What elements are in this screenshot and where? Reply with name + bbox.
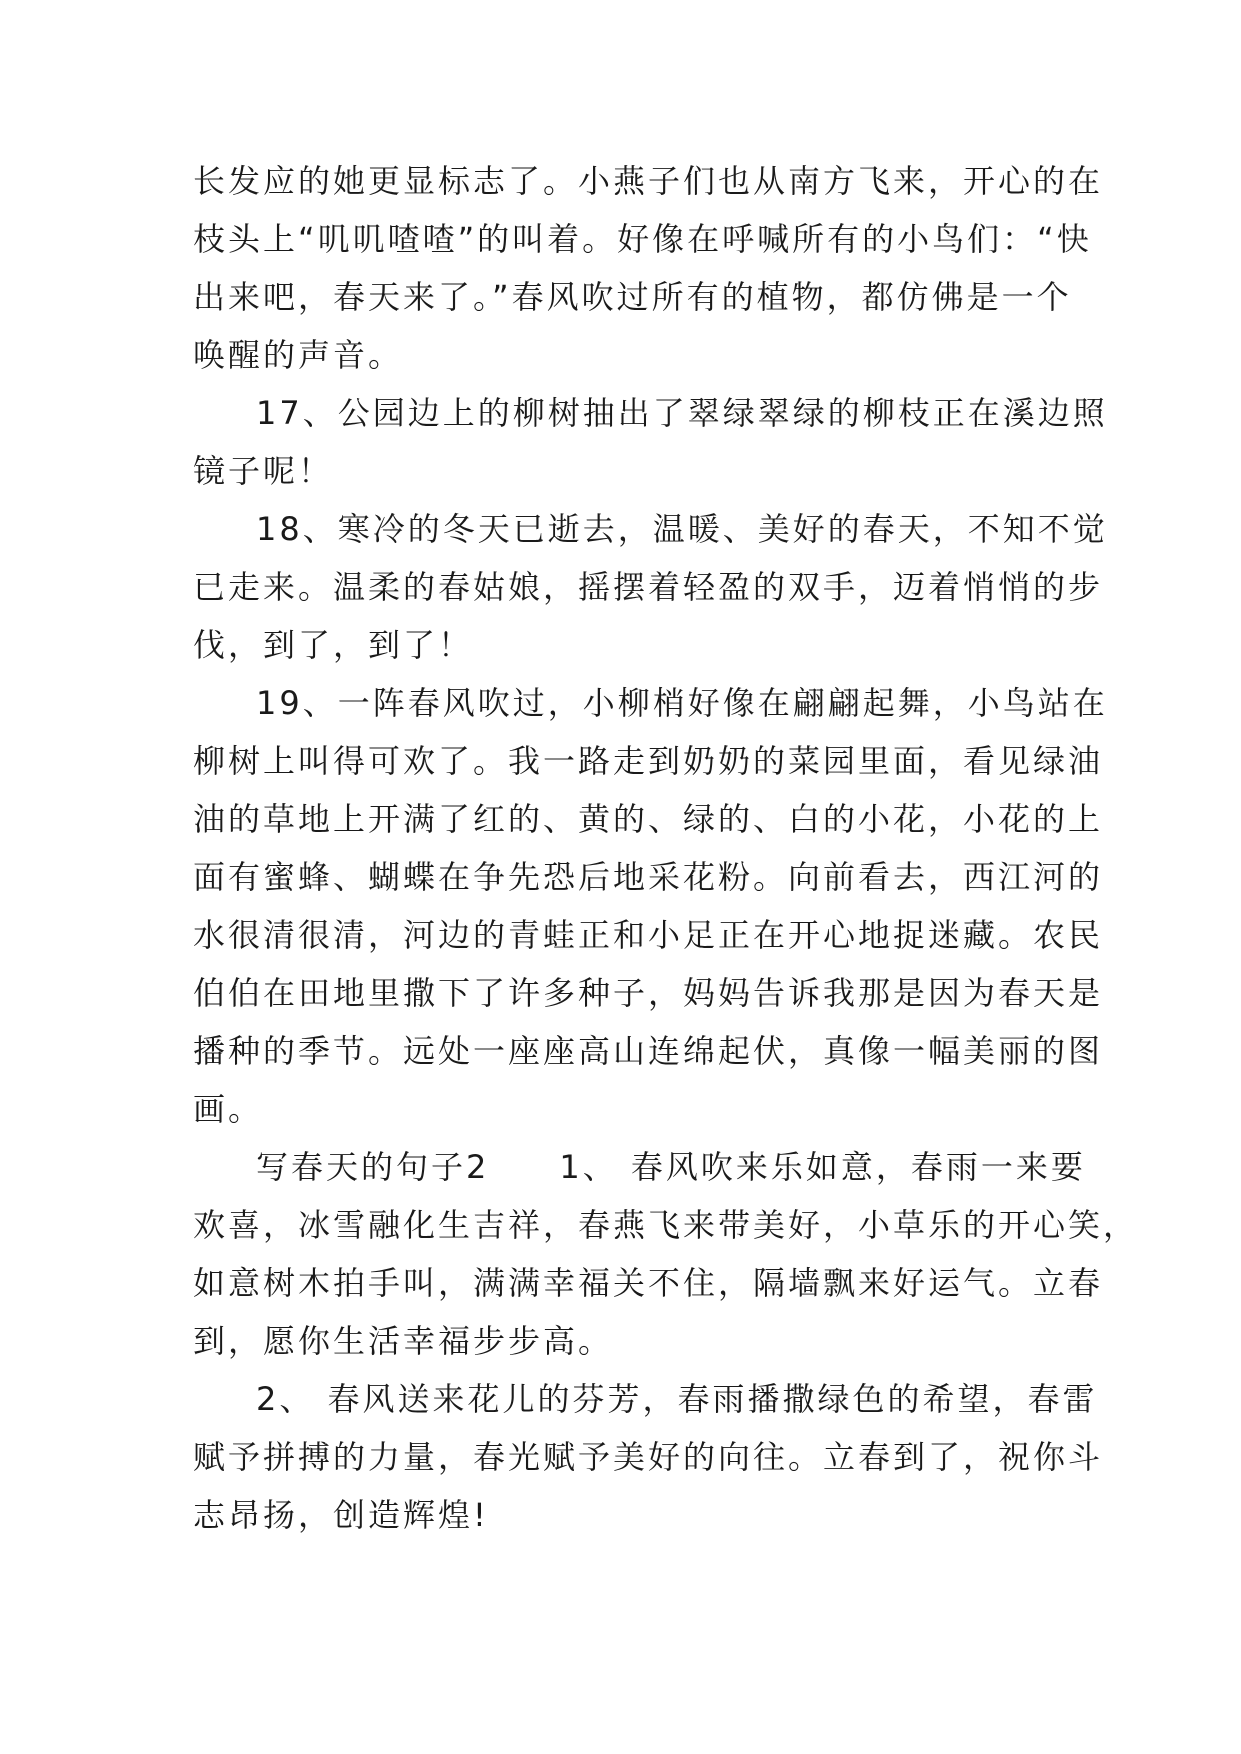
text-line: 唤醒的声音。 — [193, 336, 404, 374]
text-line: 柳树上叫得可欢了。我一路走到奶奶的菜园里面，看见绿油 — [193, 742, 1104, 780]
text-line: 已走来。温柔的春姑娘，摇摆着轻盈的双手，迈着悄悄的步 — [193, 568, 1104, 606]
text-line: 油的草地上开满了红的、黄的、绿的、白的小花，小花的上 — [193, 800, 1104, 838]
text-line: 如意树木拍手叫，满满幸福关不住，隔墙飘来好运气。立春 — [193, 1264, 1104, 1302]
text-line: 欢喜，冰雪融化生吉祥，春燕飞来带美好，小草乐的开心笑， — [193, 1206, 1139, 1244]
paragraph-19-start: 19、一阵春风吹过，小柳梢好像在翩翩起舞，小鸟站在 — [256, 684, 1108, 722]
text-line: 伐，到了，到了！ — [193, 626, 474, 664]
text-line: 到，愿你生活幸福步步高。 — [193, 1322, 614, 1360]
paragraph-18-start: 18、寒冷的冬天已逝去，温暖、美好的春天，不知不觉 — [256, 510, 1108, 548]
text-line: 长发应的她更显标志了。小燕子们也从南方飞来，开心的在 — [193, 162, 1104, 200]
text-line: 枝头上“叽叽喳喳”的叫着。好像在呼喊所有的小鸟们：“快 — [193, 220, 1092, 258]
text-line: 面有蜜蜂、蝴蝶在争先恐后地采花粉。向前看去，西江河的 — [193, 858, 1104, 896]
text-line: 水很清很清，河边的青蛙正和小足正在开心地捉迷藏。农民 — [193, 916, 1104, 954]
document-body — [193, 152, 1139, 1544]
text-line: 播种的季节。远处一座座高山连绵起伏，真像一幅美丽的图 — [193, 1032, 1104, 1070]
text-line: 志昂扬，创造辉煌! — [193, 1496, 489, 1534]
text-line: 画。 — [193, 1090, 264, 1128]
text-line: 镜子呢！ — [193, 452, 334, 490]
text-line: 赋予拼搏的力量，春光赋予美好的向往。立春到了，祝你斗 — [193, 1438, 1104, 1476]
paragraph-2-start: 2、 春风送来花儿的芬芳，春雨播撒绿色的希望，春雷 — [256, 1380, 1098, 1418]
text-line: 伯伯在田地里撒下了许多种子，妈妈告诉我那是因为春天是 — [193, 974, 1104, 1012]
paragraph-17-start: 17、公园边上的柳树抽出了翠绿翠绿的柳枝正在溪边照 — [256, 394, 1108, 432]
section-heading-line: 写春天的句子2 1、 春风吹来乐如意，春雨一来要 — [256, 1148, 1086, 1186]
text-line: 出来吧，春天来了。”春风吹过所有的植物，都仿佛是一个 — [193, 278, 1072, 316]
